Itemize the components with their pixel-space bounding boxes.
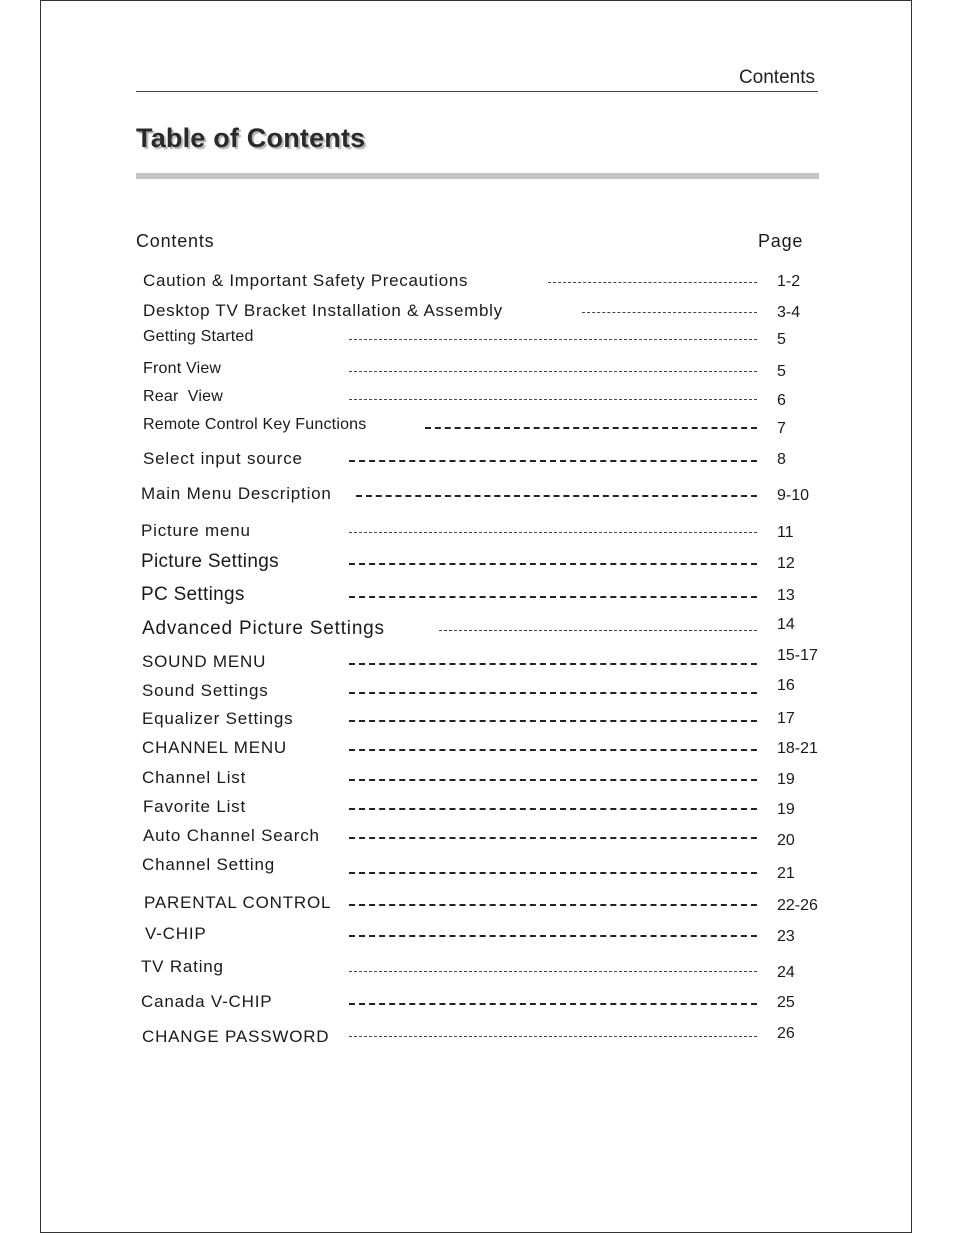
toc-leader-dots — [582, 312, 757, 313]
toc-entry-page: 9-10 — [777, 487, 810, 504]
contents-column-header: Contents — [136, 231, 215, 251]
toc-entry-label: Remote Control Key Functions — [143, 416, 367, 434]
toc-entry-label: PARENTAL CONTROL — [144, 892, 332, 912]
toc-entry-label: Picture menu — [141, 520, 251, 540]
toc-leader-dots — [349, 596, 757, 598]
toc-entry-label: Advanced Picture Settings — [142, 617, 385, 639]
header-section-label: Contents — [738, 67, 815, 88]
toc-entry-label: SOUND MENU — [142, 651, 267, 671]
toc-entry-page: 19 — [777, 801, 795, 818]
toc-entry-page: 24 — [777, 964, 795, 981]
toc-entry-page: 20 — [777, 832, 795, 849]
toc-leader-dots — [349, 749, 757, 751]
toc-entry-page: 1-2 — [777, 273, 801, 290]
toc-leader-dots — [349, 720, 757, 722]
toc-leader-dots — [349, 339, 757, 340]
toc-entry-label: Select input source — [143, 448, 303, 468]
toc-entry-label: Desktop TV Bracket Installation & Assembly — [143, 300, 503, 320]
toc-entry-page: 16 — [777, 677, 795, 694]
toc-entry-label: TV Rating — [141, 956, 224, 976]
toc-leader-dots — [349, 663, 757, 665]
toc-entry-label: Canada V-CHIP — [141, 991, 273, 1011]
toc-leader-dots — [349, 399, 757, 400]
toc-entry-page: 26 — [777, 1025, 795, 1042]
toc-entry-page: 18-21 — [777, 740, 818, 757]
toc-entry-page: 23 — [777, 928, 795, 945]
header-rule — [136, 91, 818, 92]
toc-entry-page: 14 — [777, 616, 795, 633]
toc-entry-page: 5 — [777, 331, 786, 348]
toc-entry-label: CHANNEL MENU — [142, 737, 287, 757]
toc-entry-label: Channel Setting — [142, 854, 275, 874]
toc-entry-page: 11 — [777, 524, 794, 541]
title-rule — [136, 173, 819, 179]
toc-entry-page: 25 — [777, 994, 795, 1011]
toc-entry-page: 8 — [777, 451, 786, 468]
toc-entry-label: Equalizer Settings — [142, 708, 294, 728]
toc-entry-label: Rear View — [143, 388, 223, 406]
toc-entry-label: Sound Settings — [142, 680, 269, 700]
toc-leader-dots — [548, 282, 757, 283]
toc-leader-dots — [349, 779, 757, 781]
toc-entry-page: 19 — [777, 771, 795, 788]
toc-entry-page: 3-4 — [777, 304, 801, 321]
page-title: Table of Contents — [136, 123, 366, 153]
toc-entry-label: V-CHIP — [145, 923, 207, 943]
toc-entry-label: Channel List — [142, 767, 247, 787]
toc-leader-dots — [349, 1036, 757, 1037]
toc-entry-page: 5 — [777, 363, 786, 380]
toc-entry-page: 17 — [777, 710, 795, 727]
toc-entry-label: CHANGE PASSWORD — [142, 1026, 330, 1046]
toc-leader-dots — [349, 532, 757, 533]
toc-leader-dots — [356, 495, 757, 497]
toc-leader-dots — [349, 837, 757, 839]
toc-entry-page: 6 — [777, 392, 786, 409]
toc-entry-page: 13 — [777, 587, 795, 604]
toc-entry-label: Auto Channel Search — [143, 825, 320, 845]
toc-entry-label: Main Menu Description — [141, 483, 332, 503]
toc-leader-dots — [439, 630, 757, 631]
toc-leader-dots — [349, 460, 757, 462]
toc-leader-dots — [349, 371, 757, 372]
page-column-header: Page — [758, 231, 804, 251]
toc-entry-label: Front View — [143, 360, 222, 378]
toc-entry-label: Favorite List — [143, 796, 246, 816]
toc-leader-dots — [425, 427, 757, 429]
toc-entry-page: 7 — [777, 420, 786, 437]
toc-leader-dots — [349, 1003, 757, 1005]
toc-entry-label: Getting Started — [143, 328, 254, 346]
toc-entry-page: 15-17 — [777, 647, 818, 664]
toc-entry-page: 12 — [777, 555, 795, 572]
toc-leader-dots — [349, 904, 757, 906]
toc-entry-label: Caution & Important Safety Precautions — [143, 270, 469, 290]
toc-leader-dots — [349, 808, 757, 810]
toc-leader-dots — [349, 872, 757, 874]
toc-leader-dots — [349, 563, 757, 565]
toc-leader-dots — [349, 935, 757, 937]
toc-leader-dots — [349, 971, 757, 972]
toc-entry-page: 22-26 — [777, 897, 818, 914]
toc-entry-label: Picture Settings — [141, 550, 279, 572]
toc-entry-label: PC Settings — [141, 583, 245, 605]
toc-entry-page: 21 — [777, 865, 795, 882]
toc-leader-dots — [349, 692, 757, 694]
